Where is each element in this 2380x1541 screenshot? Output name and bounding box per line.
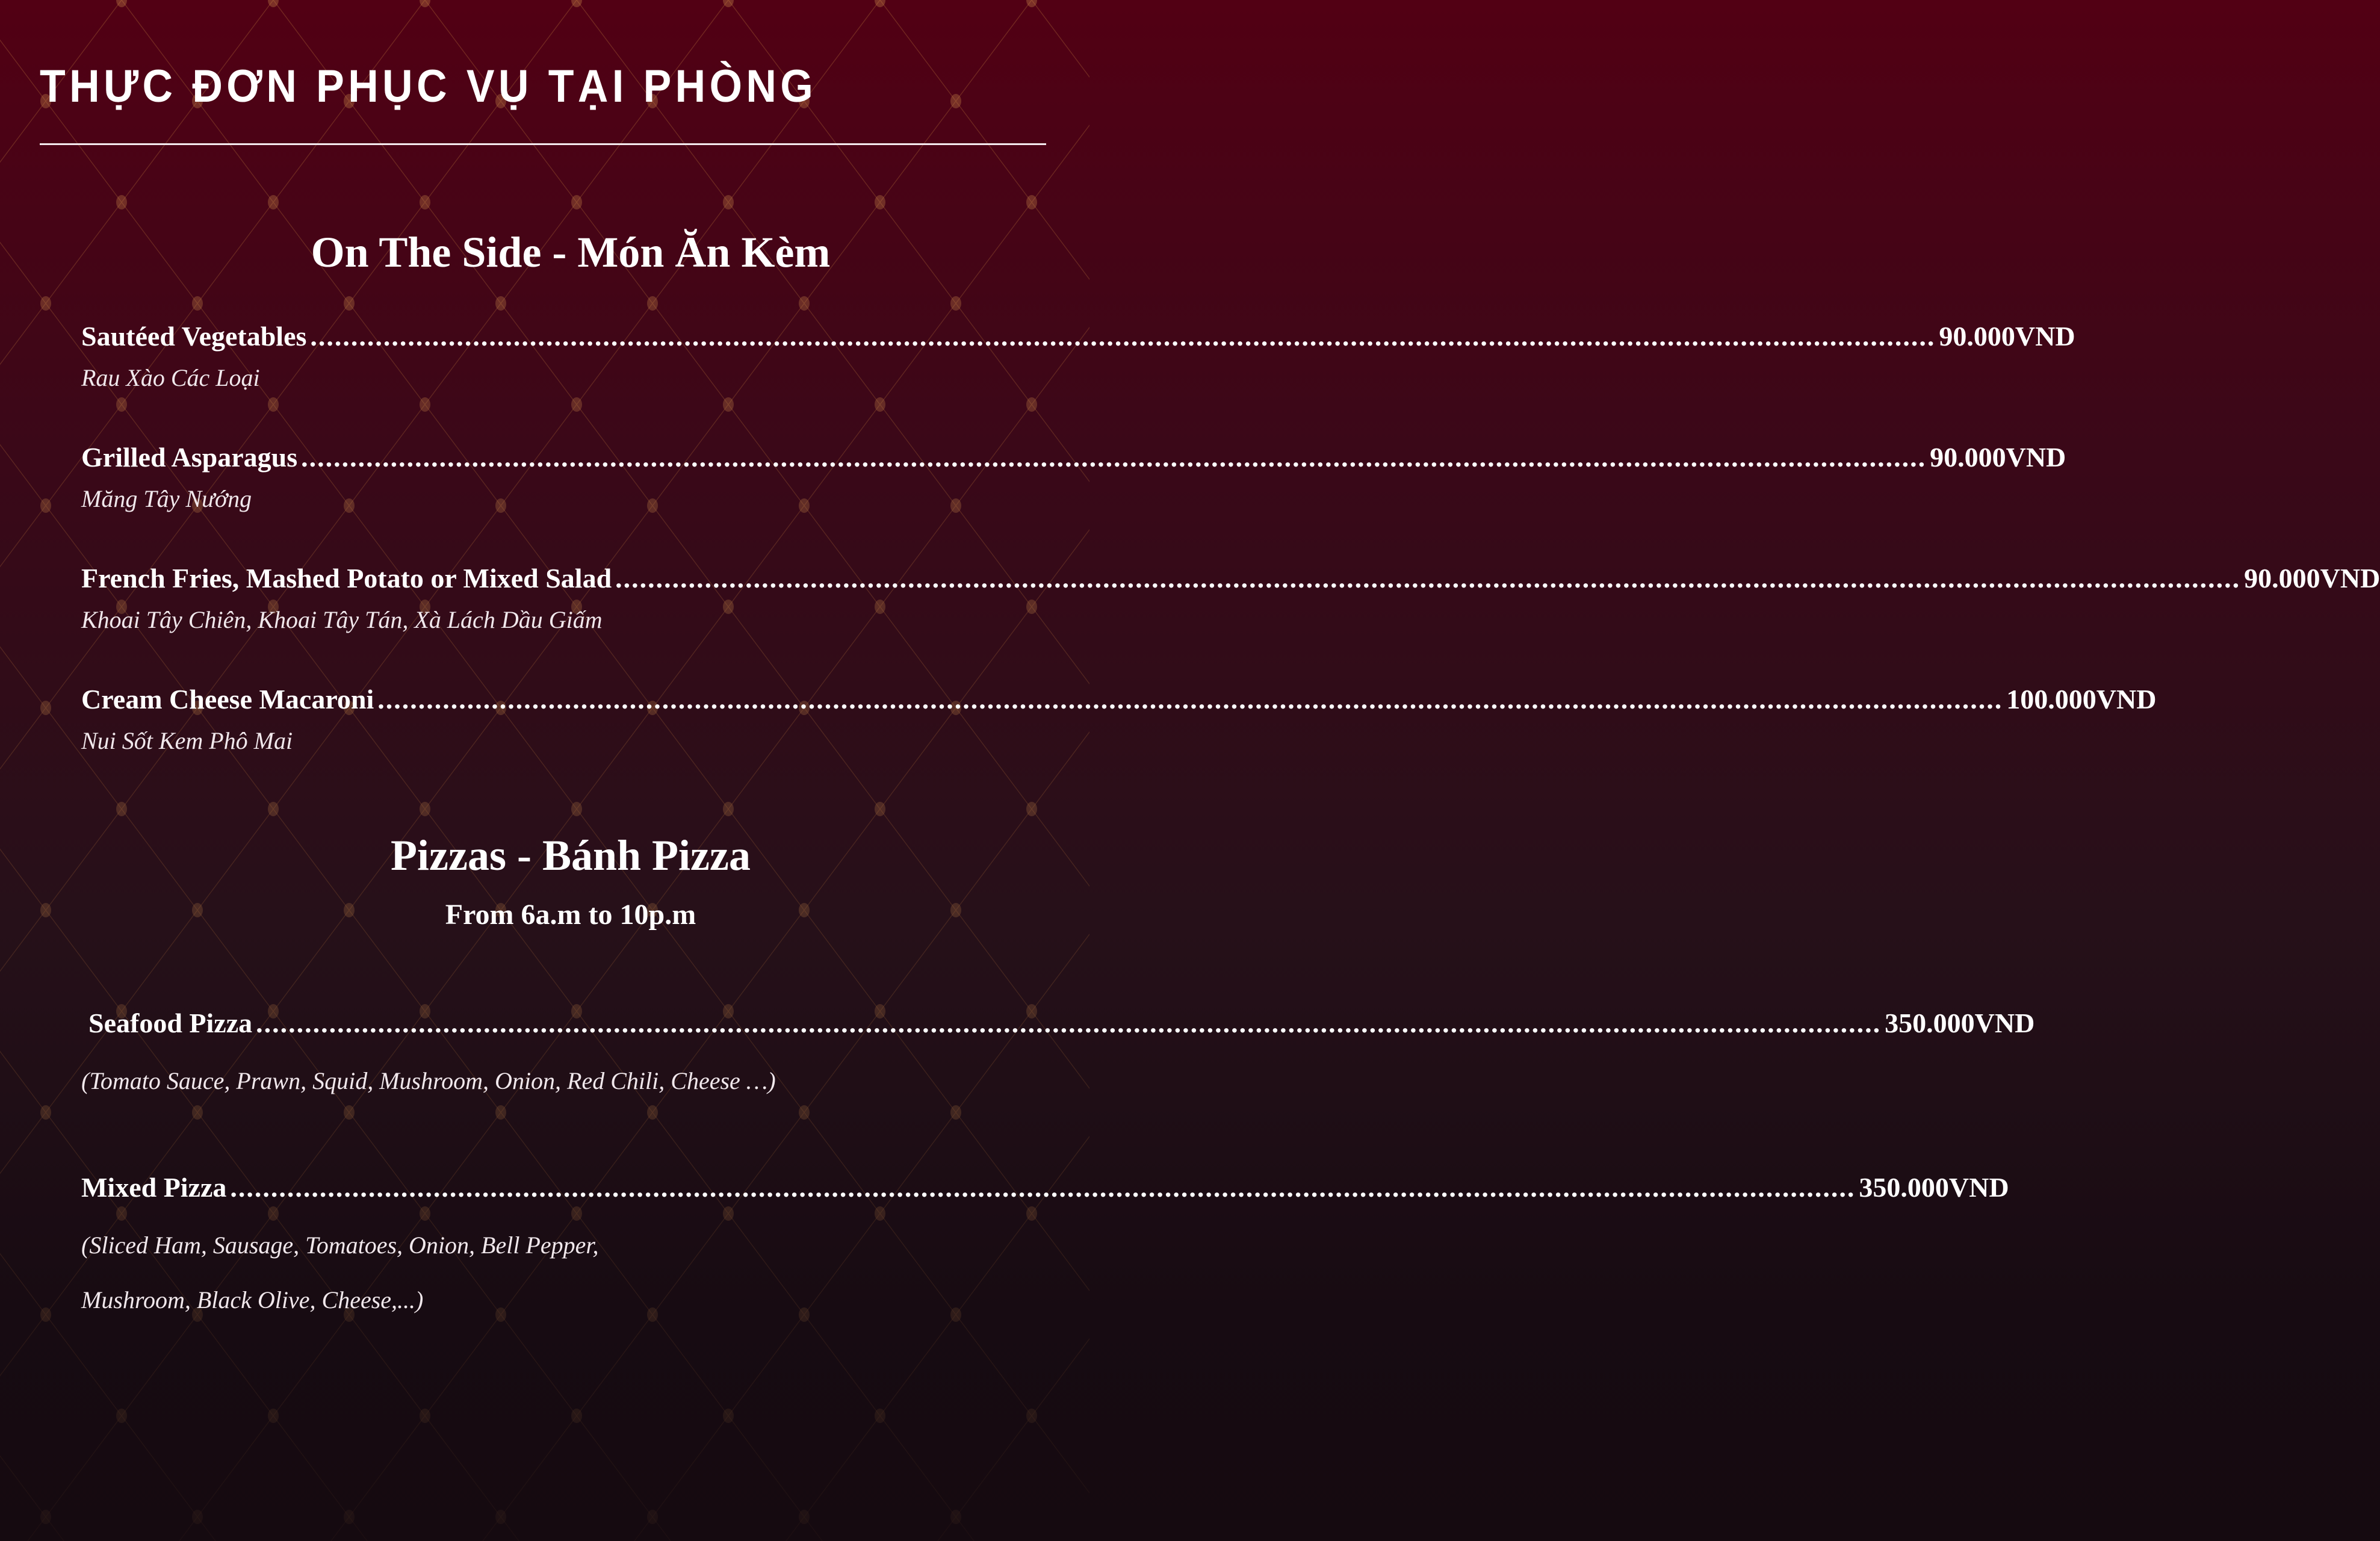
page-title: THỰC ĐƠN PHỤC VỤ TẠI PHÒNG [40,61,817,112]
section-heading-pizzas: Pizzas - Bánh Pizza [391,831,751,879]
item-price: 100.000VND [2006,684,2157,715]
dot-leader: ........................................................................................................................................................................................................ [377,684,2003,715]
dot-leader: ........................................................................................................................................................................................................ [230,1172,1856,1203]
item-name: French Fries, Mashed Potato or Mixed Salad [81,563,612,594]
title-divider [40,143,1046,145]
item-name: Seafood Pizza [88,1008,253,1038]
dot-leader: ........................................................................................................................................................................................................ [615,563,2241,594]
item-description: Khoai Tây Chiên, Khoai Tây Tán, Xà Lách Dầu Giấm [81,606,603,633]
item-description: Nui Sốt Kem Phô Mai [81,727,293,754]
section-hours: From 6a.m to 10p.m [445,899,696,931]
menu-item-french-fries [81,562,2380,600]
dot-leader: ........................................................................................................................................................................................................ [310,321,1936,352]
item-price: 90.000VND [1930,442,2066,473]
menu-item-cream-cheese-macaroni [81,683,2157,721]
menu-item-grilled-asparagus [81,441,2066,479]
menu-item-sauteed-vegetables [81,320,2075,358]
menu-item-seafood-pizza [88,1007,2035,1044]
item-price: 90.000VND [2244,563,2380,594]
item-name: Grilled Asparagus [81,442,298,473]
item-name: Mixed Pizza [81,1172,227,1203]
section-heading-sides: On The Side - Món Ăn Kèm [311,228,831,276]
menu-item-mixed-pizza [81,1171,2009,1209]
item-description: Rau Xào Các Loại [81,364,260,391]
item-description: (Tomato Sauce, Prawn, Squid, Mushroom, Onion, Red Chili, Cheese …) [81,1067,776,1094]
dot-leader: ........................................................................................................................................................................................................ [256,1008,1882,1038]
item-description-continued: Mushroom, Black Olive, Cheese,...) [81,1286,424,1313]
item-description: (Sliced Ham, Sausage, Tomatoes, Onion, Bell Pepper, [81,1232,599,1259]
item-name: Sautéed Vegetables [81,321,307,352]
item-price: 350.000VND [1859,1172,2009,1203]
item-name: Cream Cheese Macaroni [81,684,374,715]
item-price: 350.000VND [1885,1008,2035,1038]
dot-leader: ........................................................................................................................................................................................................ [301,442,1927,473]
item-description: Măng Tây Nướng [81,485,252,512]
item-price: 90.000VND [1939,321,2075,352]
